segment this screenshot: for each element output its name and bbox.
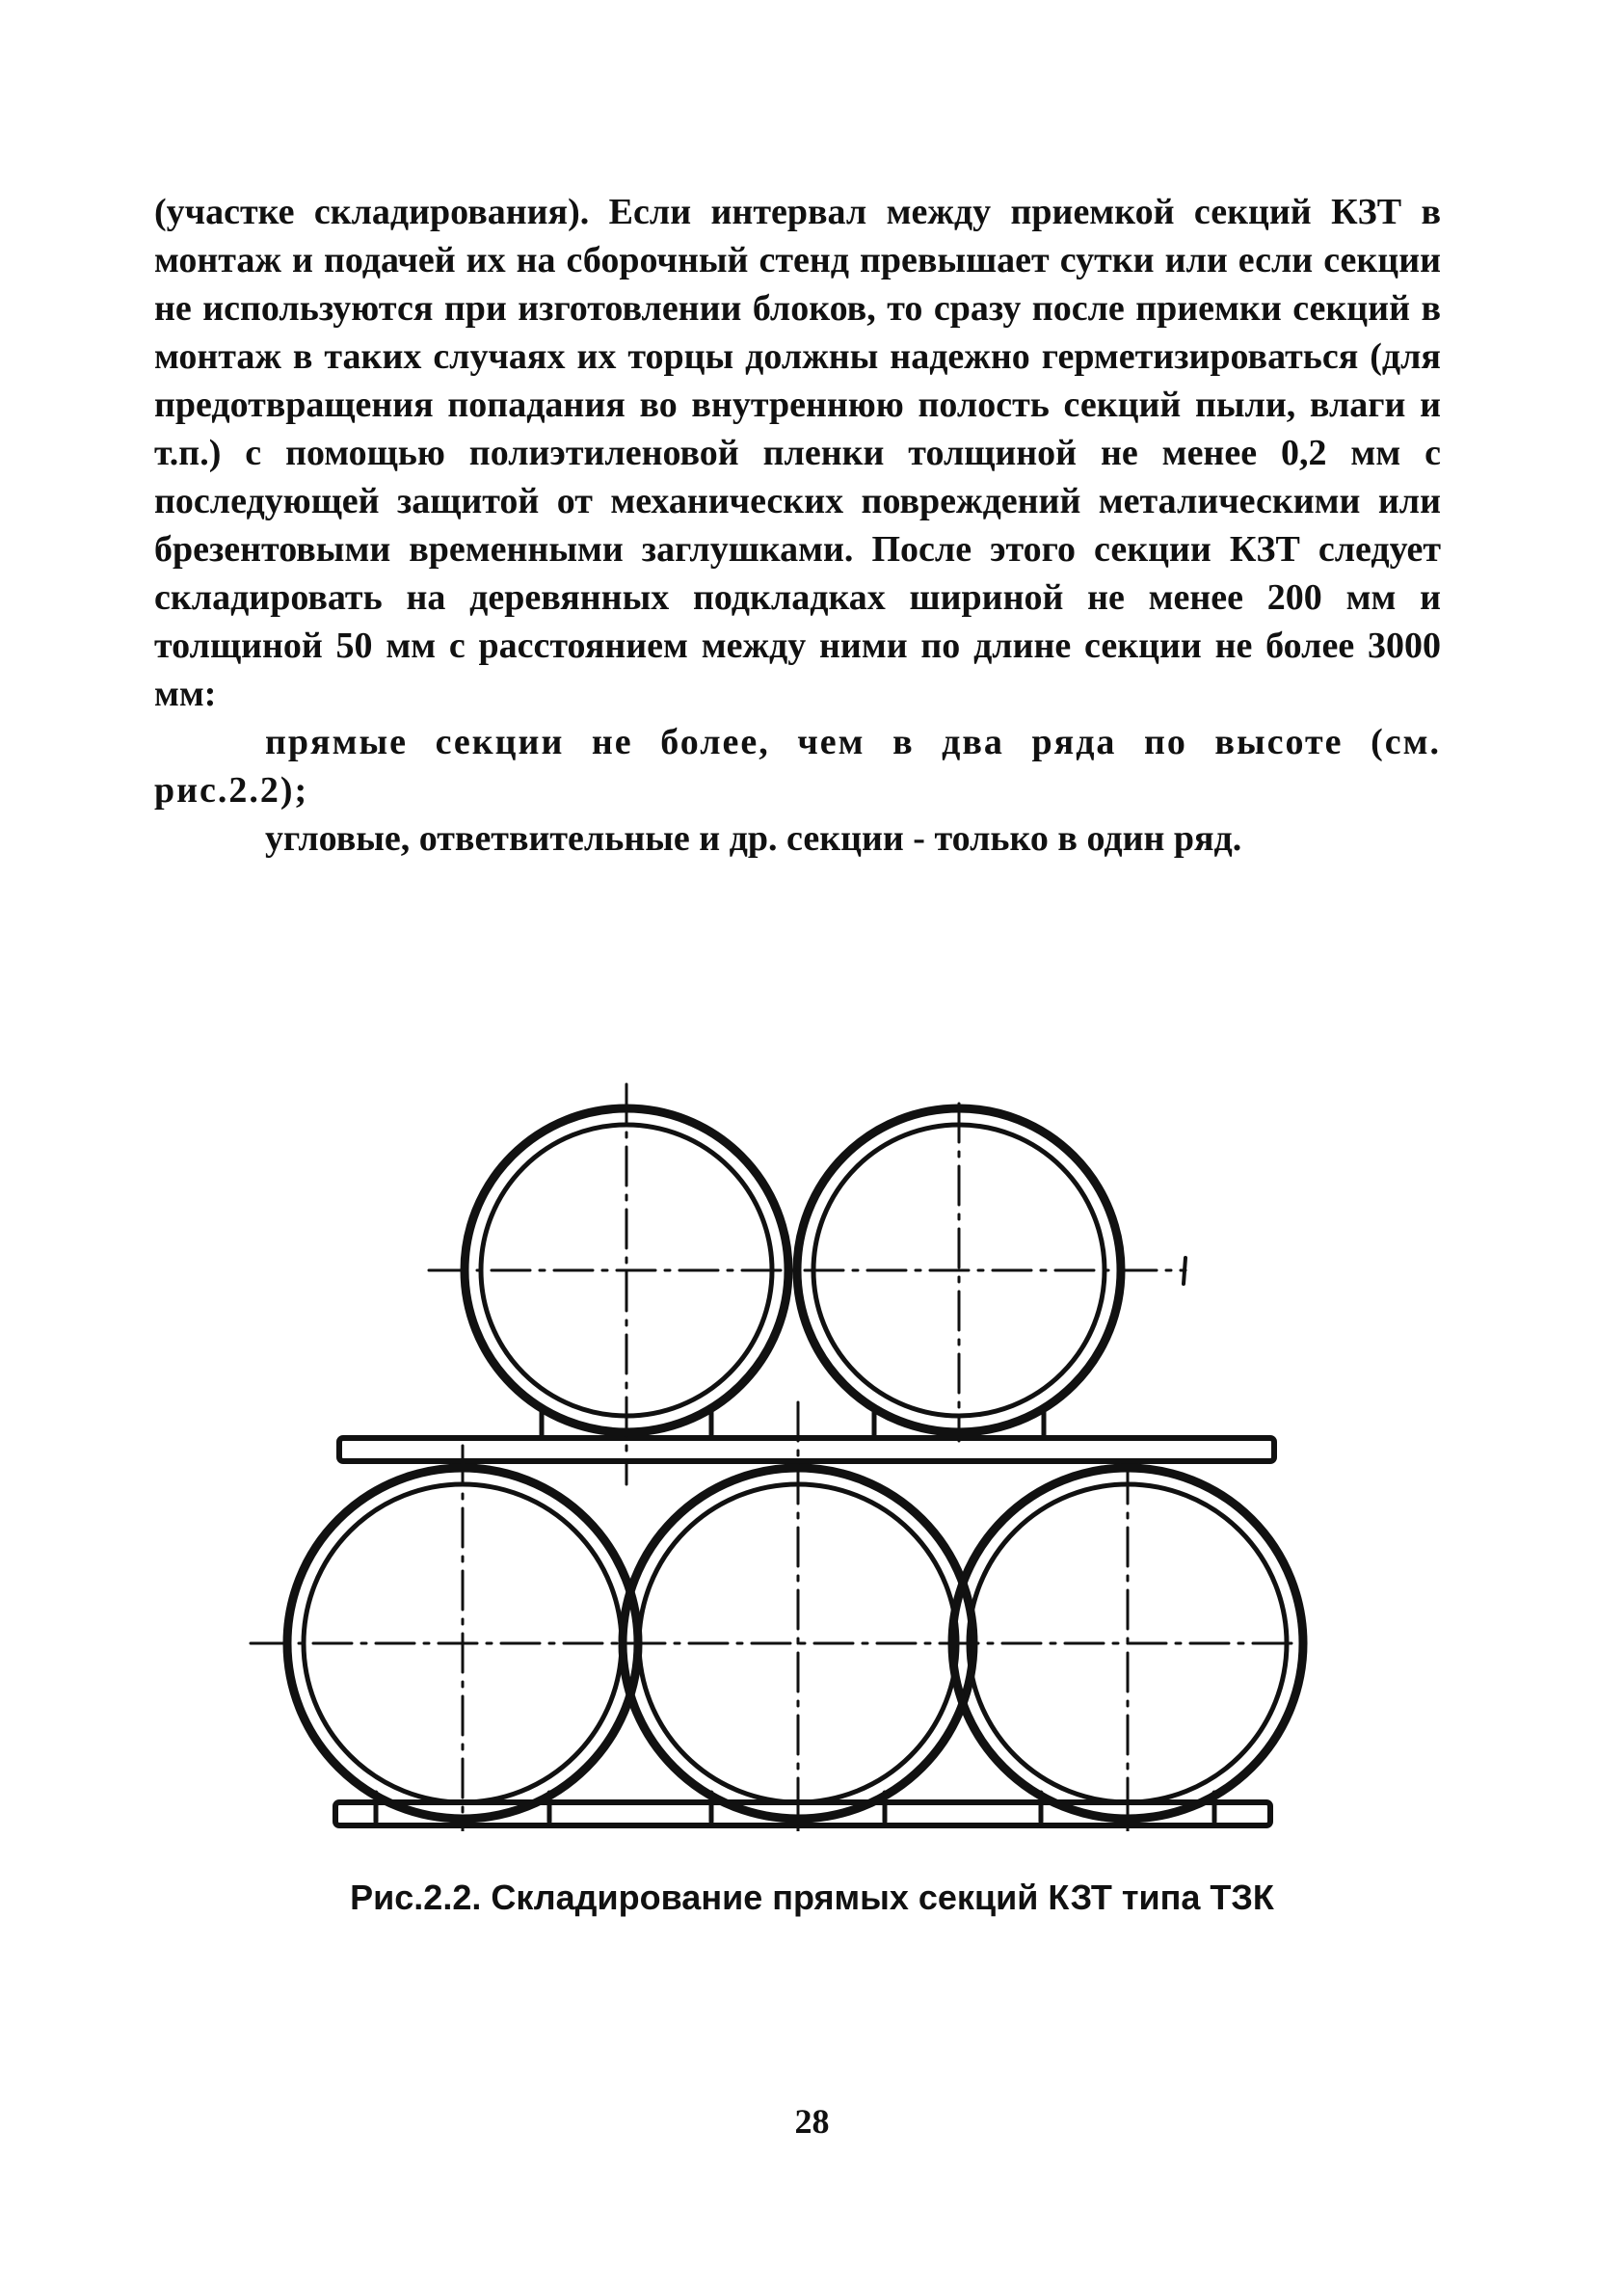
paragraph-angular-sections: угловые, ответвительные и др. секции - только в один ряд.: [265, 818, 1242, 859]
upper-timber-spacer: [339, 1438, 1274, 1461]
center-line-end-tick: [1184, 1258, 1185, 1284]
center-lines: [251, 1084, 1311, 1831]
paragraph-straight-sections: прямые секции не более, чем в два ряда по высоте (см. рис.2.2);: [154, 722, 1441, 811]
paragraph-storage-instructions: (участке складирования). Если интервал между приемкой секций КЗТ в монтаж и подачей их на сборочный стенд превышает сутки или если секции не используются при изготовлении блоков, то сразу после приемки секций в монтаж в таких случаях их торцы должны надежно герметизироваться (для предотвращения попадания во внутреннюю полость секций пыли, влаги и т.п.) с помощью полиэтиленовой пленки толщиной не менее 0,2 мм с последующей защитой от механических повреждений металическими или брезентовыми временными заглушками. После этого секции КЗТ следует складировать на деревянных подкладках шириной не менее 200 мм и толщиной 50 мм с расстоянием между ними по длине секции не более 3000 мм:: [154, 192, 1441, 714]
pipe-stacking-drawing: [231, 1060, 1320, 1831]
page-number: 28: [794, 2102, 830, 2141]
body-text: [154, 188, 1441, 863]
figure-pipe-stacking: [231, 1060, 1320, 1831]
figure-caption: Рис.2.2. Складирование прямых секций КЗТ типа ТЗК: [350, 1878, 1274, 1917]
